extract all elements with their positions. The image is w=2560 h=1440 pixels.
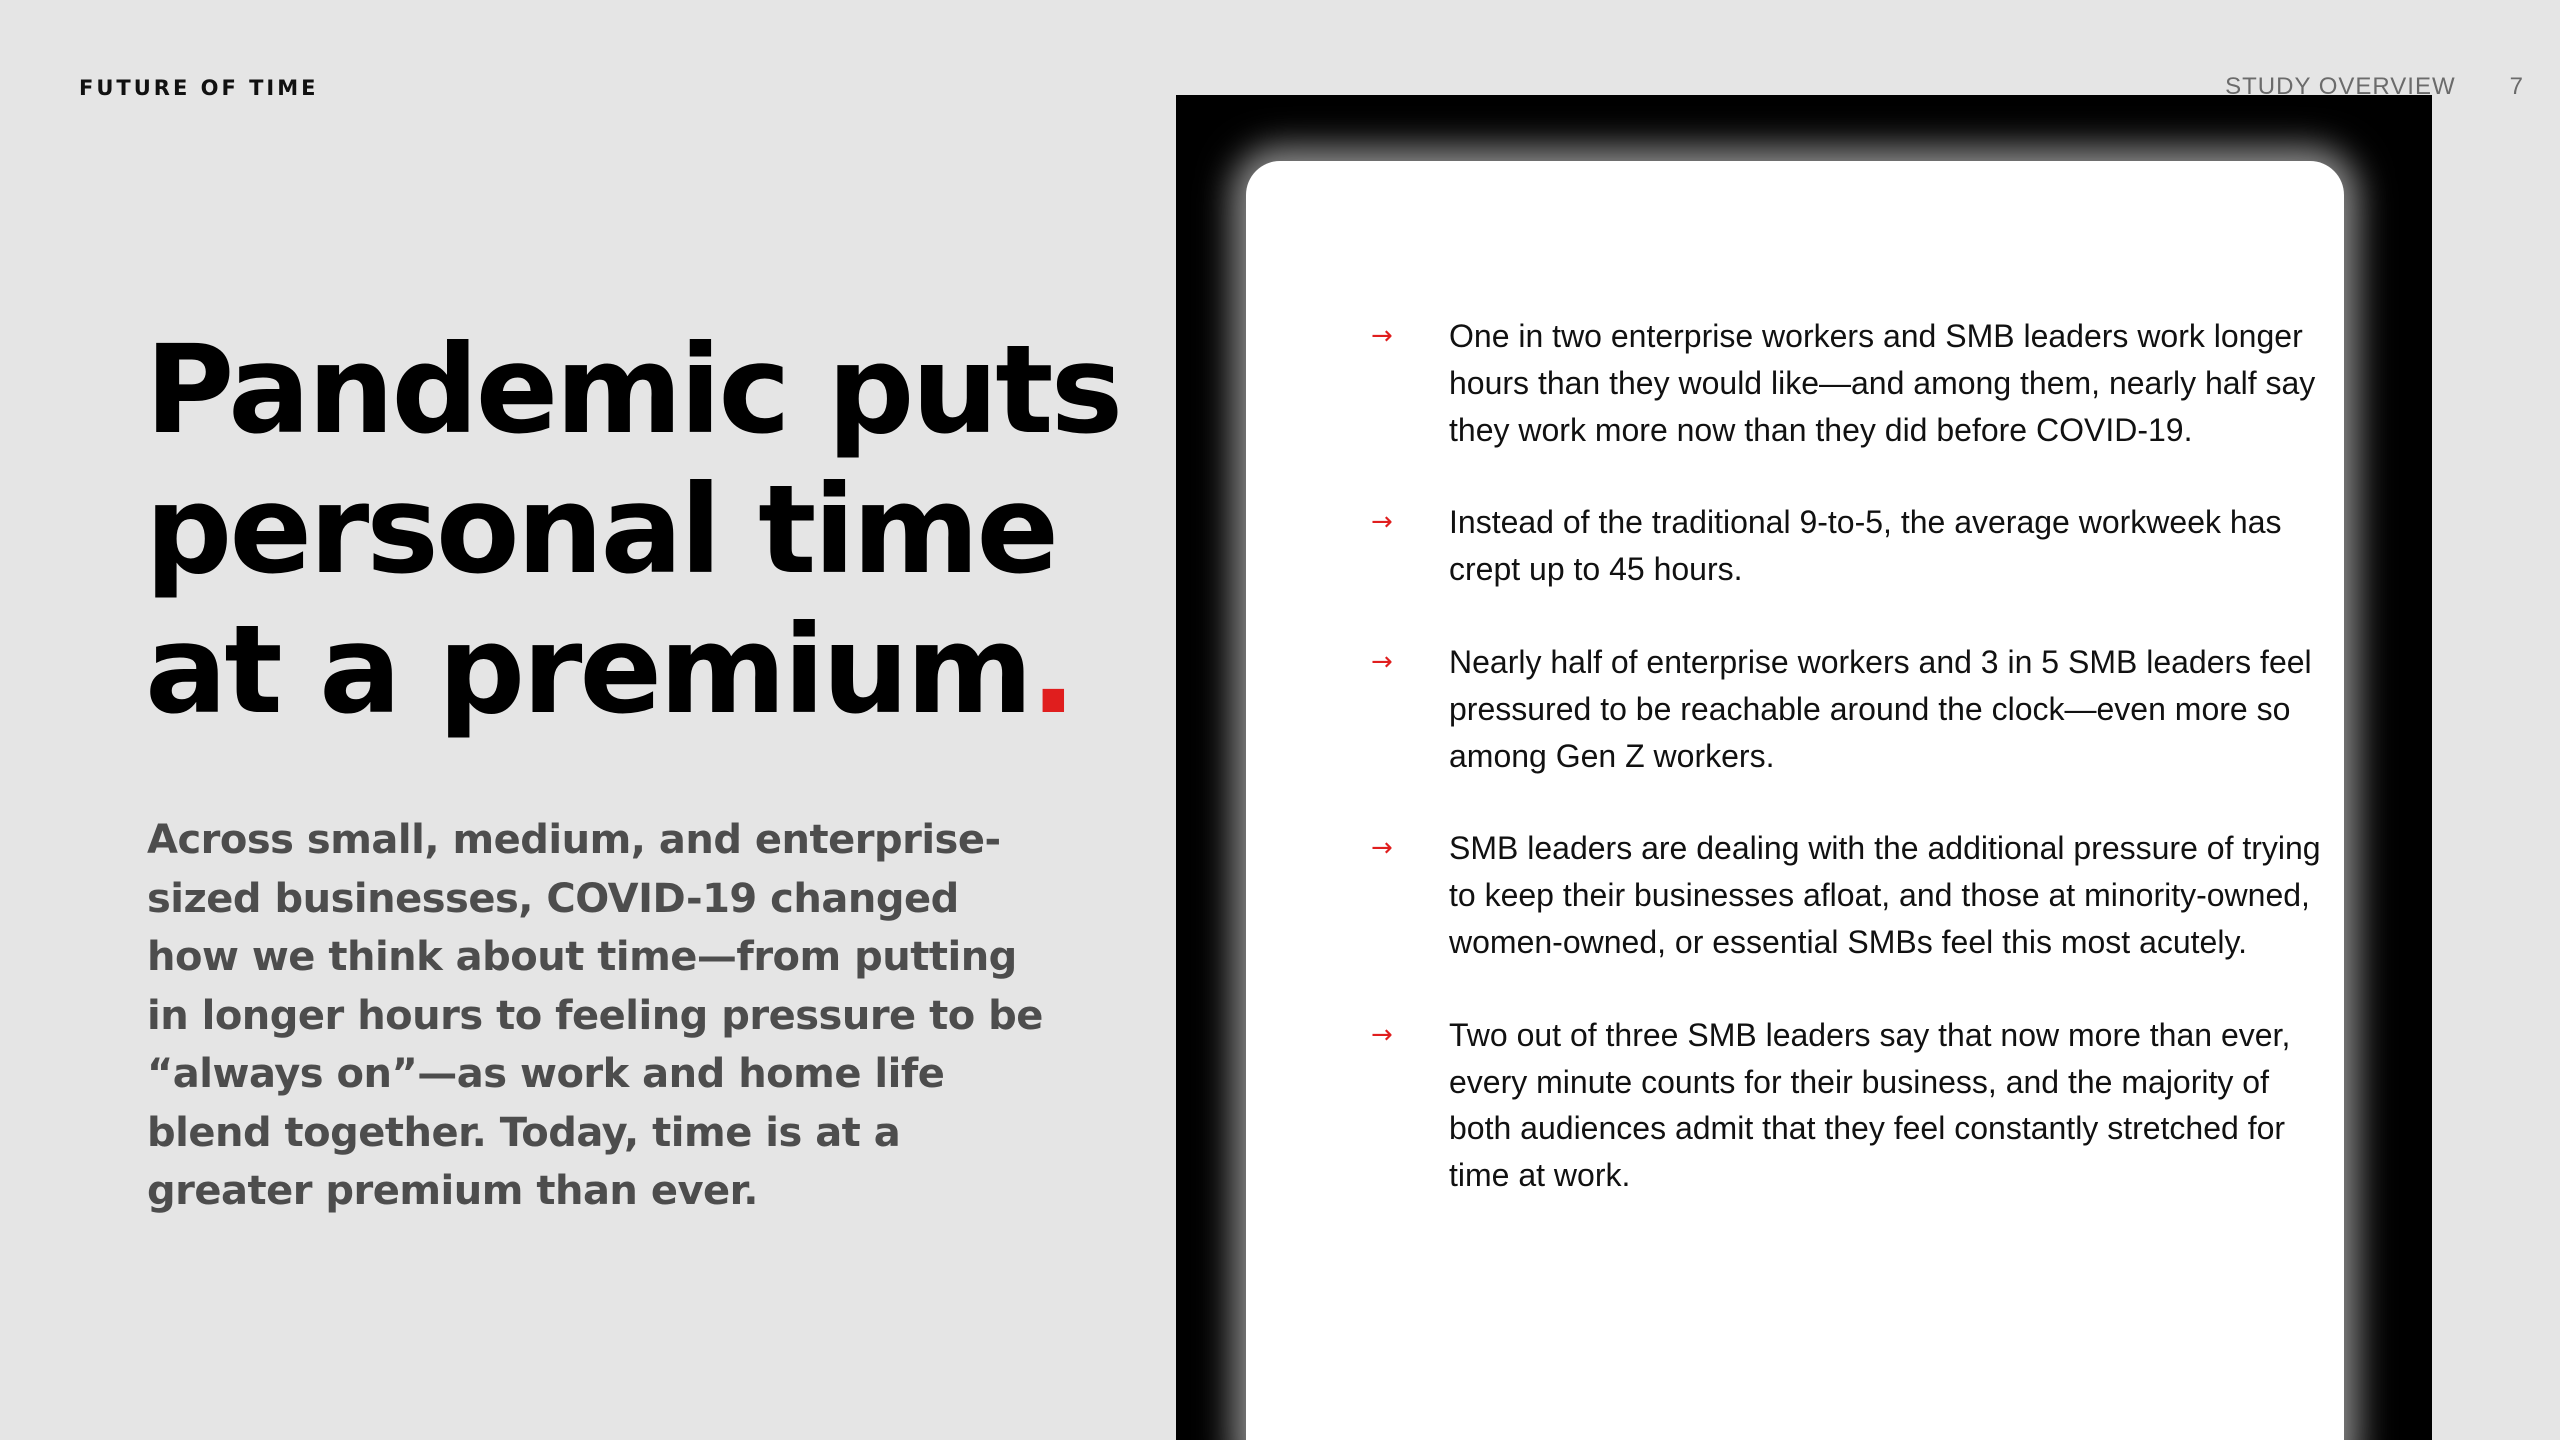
bullet-list	[1371, 313, 2321, 1245]
brand-label: FUTURE OF TIME	[79, 76, 319, 100]
arrow-right-icon: →	[1371, 321, 1393, 351]
bullet-text: Nearly half of enterprise workers and 3 in 5 SMB leaders feel pressured to be reachable around the clock—even more so among Gen Z workers.	[1449, 643, 2312, 774]
list-item	[1371, 1012, 2321, 1199]
title-line-3: at a premium	[145, 599, 1031, 741]
list-item	[1371, 313, 2321, 453]
section-link-study-overview[interactable]: STUDY OVERVIEW	[2225, 73, 2456, 100]
list-item	[1371, 639, 2321, 779]
page-number: 7	[2509, 73, 2523, 100]
bullet-card	[1246, 161, 2344, 1440]
arrow-right-icon: →	[1371, 833, 1393, 864]
page-title	[145, 320, 1175, 740]
list-item	[1371, 825, 2321, 965]
arrow-right-icon: →	[1371, 646, 1393, 677]
intro-paragraph: Across small, medium, and enterprise-sized businesses, COVID-19 changed how we think about time—from putting in longer hours to feeling pressure to be “always on”—as work and home life blend together. Today, time is at a greater premium than ever.	[147, 817, 1043, 1214]
list-item	[1371, 499, 2321, 593]
bullet-text: SMB leaders are dealing with the additional pressure of trying to keep their businesses afloat, and those at minority-owned, women-owned, or essential SMBs feel this most acutely.	[1449, 830, 2321, 960]
bullet-text: Instead of the traditional 9-to-5, the average workweek has crept up to 45 hours.	[1449, 504, 2282, 588]
title-accent-dot: .	[1030, 599, 1074, 741]
arrow-right-icon: →	[1371, 1019, 1393, 1050]
image-frame	[1176, 95, 2432, 1440]
bullet-text: One in two enterprise workers and SMB leaders work longer hours than they would like—and among them, nearly half say they work more now than they did before COVID-19.	[1449, 318, 2316, 448]
title-line-1: Pandemic puts	[145, 319, 1121, 461]
header-nav	[2225, 73, 2523, 101]
bullet-text: Two out of three SMB leaders say that now more than ever, every minute counts for their business, and the majority of both audiences admit that they feel constantly stretched for time at work.	[1449, 1016, 2291, 1194]
title-line-2: personal time	[145, 459, 1057, 601]
arrow-right-icon: →	[1371, 507, 1393, 538]
